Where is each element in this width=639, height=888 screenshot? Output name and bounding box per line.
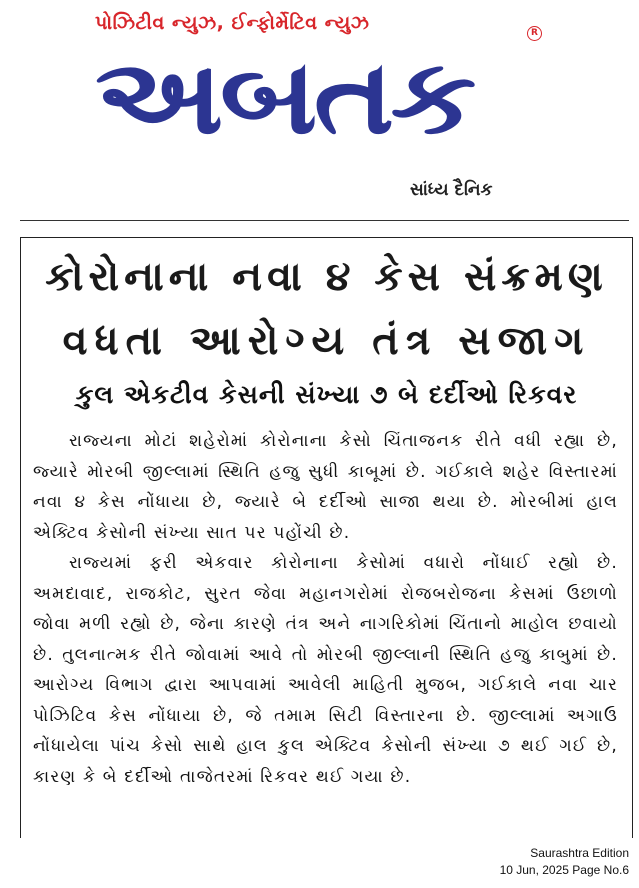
edition-footer	[500, 845, 629, 879]
article-paragraph: રાજ્યના મોટાં શહેરોમાં કોરોનાના કેસો ચિંતાજનક રીતે વધી રહ્યા છે, જ્યારે મોરબી જીલ્લામાં સ્થિતિ હજુ સુધી કાબૂમાં છે. ગઈકાલે શહેર વિસ્તારમાં નવા ૪ કેસ નોંધાયા છે, જ્યારે બે દર્દીઓ સાજા થયા છે. મોરબીમાં હાલ એક્ટિવ કેસોની સંખ્યા સાત પર પહોંચી છે.	[33, 431, 618, 543]
article-paragraph: રાજ્યમાં ફરી એકવાર કોરોનાના કેસોમાં વધારો નોંધાઈ રહ્યો છે. અમદાવાદ, રાજકોટ, સુરત જેવા મહાનગરોમાં રોજબરોજના કેસમાં ઉછાળો જોવા મળી રહ્યો છે, જેના કારણે તંત્ર અને નાગરિકોમાં ચિંતાનો માહોલ છવાયો છે. તુલનાત્મક રીતે જોવામાં આવે તો મોરબી જીલ્લાની સ્થિતિ હજુ કાબુમાં છે. આરોગ્ય વિભાગ દ્વારા આપવામાં આવેલી માહિતી મુજબ, ગઈકાલે નવા ચાર પોઝિટિવ કેસ નોંધાયા છે, જે તમામ સિટી વિસ્તારના છે. જીલ્લામાં અગાઉ નોંધાયેલા પાંચ કેસો સાથે હાલ કુલ એક્ટિવ કેસોની સંખ્યા ૭ થઈ ગઈ છે, કારણ કે બે દર્દીઓ તાજેતરમાં રિકવર થઈ ગયા છે.	[33, 553, 618, 787]
article-body	[33, 426, 618, 792]
registered-mark-icon: R	[527, 26, 542, 41]
headline-line-1: કોરોનાના નવા ૪ કેસ સંક્રમણ	[45, 254, 608, 300]
masthead	[20, 0, 629, 222]
article	[20, 237, 633, 838]
masthead-subtitle: સાંધ્ય દૈનિક	[410, 180, 493, 200]
subheadline: કુલ એકટીવ કેસની સંખ્યા ૭ બે દર્દીઓ રિકવર	[75, 380, 578, 409]
edition-date-page: 10 Jun, 2025 Page No.6	[499, 863, 629, 877]
headline-line-2: વધતા આરોગ્ય તંત્ર સજાગ	[62, 318, 591, 364]
masthead-tagline: પોઝિટીવ ન્યુઝ, ઈન્ફોર્મેટિવ ન્યુઝ	[95, 12, 370, 34]
edition-name: Saurashtra Edition	[530, 846, 629, 860]
newspaper-logo: અબતક	[95, 40, 473, 155]
masthead-divider	[20, 220, 629, 221]
